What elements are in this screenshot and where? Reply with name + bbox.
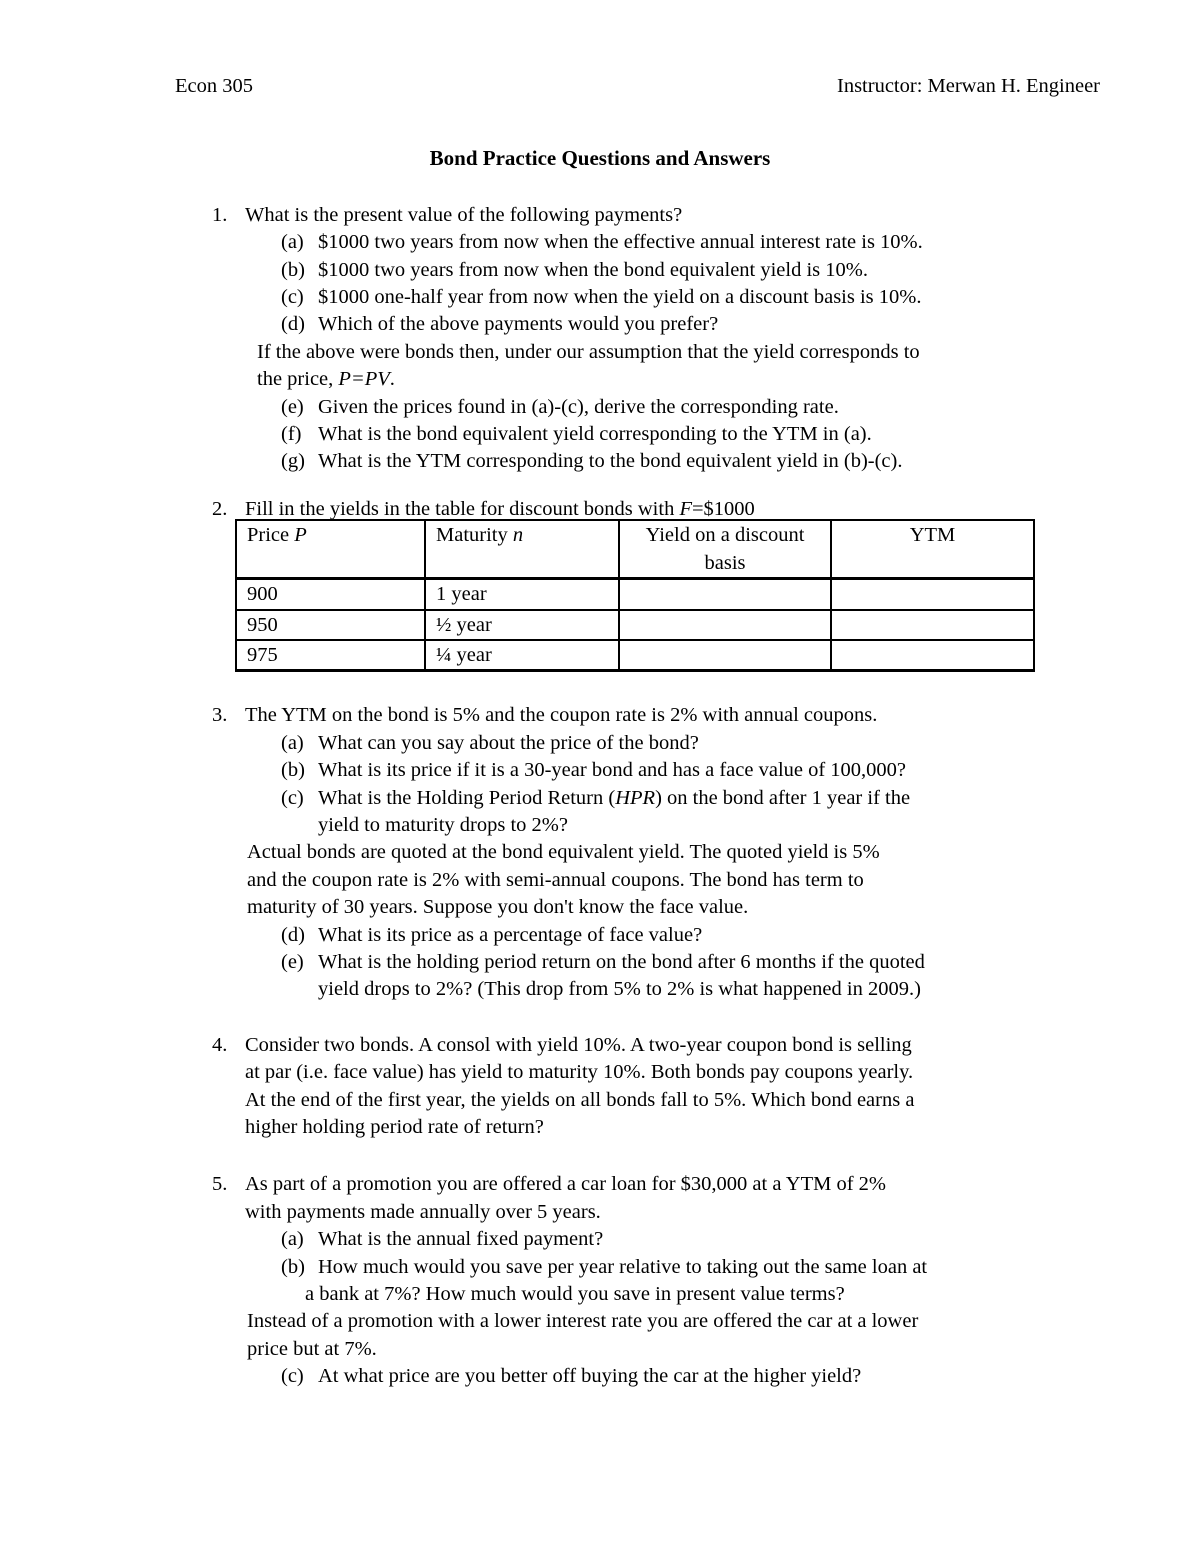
question-3-intro	[0, 702, 1200, 729]
item-marker: (f)	[281, 423, 302, 446]
question-2	[0, 496, 1200, 672]
question-1-item-a	[0, 229, 1200, 256]
item-text: $1000 two years from now when the effective annual interest rate is 10%.	[318, 231, 923, 254]
item-text: What is its price as a percentage of face value?	[318, 923, 703, 946]
abbreviation-hpr: HPR	[615, 786, 656, 809]
question-4-line-1	[0, 1032, 1200, 1059]
item-text: $1000 one-half year from now when the yield on a discount basis is 10%.	[318, 286, 922, 309]
note-text: .	[389, 368, 395, 391]
question-4	[0, 1032, 1200, 1142]
page-title: Bond Practice Questions and Answers	[429, 146, 771, 171]
price-cell: 975	[236, 640, 425, 671]
item-marker: (e)	[281, 395, 304, 418]
question-2-number: 2.	[212, 497, 228, 520]
item-marker: (d)	[281, 313, 305, 336]
question-4-number: 4.	[212, 1033, 228, 1056]
item-marker: (b)	[281, 258, 305, 281]
table-header-row	[236, 520, 1034, 578]
question-1-item-e	[0, 394, 1200, 421]
question-4-line-3: At the end of the first year, the yields on all bonds fall to 5%. Which bond earns a	[245, 1088, 915, 1111]
item-text: What is the Holding Period Return (HPR) on the bond after 1 year if the	[318, 786, 911, 809]
item-text: What is the bond equivalent yield corresponding to the YTM in (a).	[318, 423, 872, 446]
question-5-note-line-2: price but at 7%.	[247, 1337, 377, 1360]
question-5-note-line-1: Instead of a promotion with a lower interest rate you are offered the car at a lower	[247, 1310, 919, 1333]
question-5-number: 5.	[212, 1173, 228, 1196]
price-cell: 900	[236, 579, 425, 610]
item-text: What is the annual fixed payment?	[318, 1228, 604, 1251]
question-3-note-line-3: maturity of 30 years. Suppose you don't know the face value.	[247, 896, 749, 919]
item-marker: (d)	[281, 923, 305, 946]
variable-n: n	[512, 524, 524, 547]
question-5-text: As part of a promotion you are offered a car loan for $30,000 at a YTM of 2%	[245, 1173, 886, 1196]
question-1-item-g	[0, 448, 1200, 475]
item-marker: (c)	[281, 786, 304, 809]
question-1-item-d	[0, 311, 1200, 338]
question-4-line-2: at par (i.e. face value) has yield to maturity 10%. Both bonds pay coupons yearly.	[245, 1061, 914, 1084]
discount-yield-cell-empty	[619, 610, 831, 640]
question-3-text: The YTM on the bond is 5% and the coupon rate is 2% with annual coupons.	[245, 704, 878, 727]
column-header-ytm: YTM	[831, 520, 1034, 578]
ytm-cell-empty	[831, 640, 1034, 671]
question-5-item-b-line-1	[0, 1254, 1200, 1281]
question-3-number: 3.	[212, 704, 228, 727]
question-1-number: 1.	[212, 203, 228, 226]
ytm-cell-empty	[831, 610, 1034, 640]
question-2-intro	[0, 496, 1200, 523]
question-3-item-d	[0, 922, 1200, 949]
question-5	[0, 1171, 1200, 1390]
question-5-item-c	[0, 1363, 1200, 1390]
item-text: How much would you save per year relative to taking out the same loan at	[318, 1255, 928, 1278]
question-2-text: Fill in the yields in the table for discount bonds with F=$1000	[245, 497, 755, 520]
question-3-note-line-2: and the coupon rate is 2% with semi-annual coupons. The bond has term to	[247, 868, 864, 891]
maturity-cell: ½ year	[425, 610, 619, 640]
item-marker: (b)	[281, 1255, 305, 1278]
question-1-item-b	[0, 257, 1200, 284]
question-5-line-1	[0, 1171, 1200, 1198]
item-text: What is its price if it is a 30-year bond and has a face value of 100,000?	[318, 759, 907, 782]
price-cell: 950	[236, 610, 425, 640]
maturity-cell: ¼ year	[425, 640, 619, 671]
question-3-item-e-line-2: yield drops to 2%? (This drop from 5% to 2% is what happened in 2009.)	[318, 978, 921, 1001]
question-3-item-c-line-1	[0, 785, 1200, 812]
item-marker: (g)	[281, 450, 305, 473]
question-5-item-a	[0, 1226, 1200, 1253]
question-5-item-b-line-2: a bank at 7%? How much would you save in present value terms?	[305, 1283, 845, 1306]
item-marker: (a)	[281, 1228, 304, 1251]
column-header-price: Price P	[236, 520, 425, 578]
table-row	[236, 640, 1034, 671]
table-row	[236, 610, 1034, 640]
item-text: Which of the above payments would you prefer?	[318, 313, 719, 336]
item-marker: (c)	[281, 1365, 304, 1388]
note-text: the price,	[257, 368, 339, 391]
question-3-item-e-line-1	[0, 949, 1200, 976]
question-1-item-c	[0, 284, 1200, 311]
question-3-item-a	[0, 730, 1200, 757]
item-text: What can you say about the price of the bond?	[318, 731, 699, 754]
discount-yield-cell-empty	[619, 640, 831, 671]
maturity-cell: 1 year	[425, 579, 619, 610]
column-header-maturity: Maturity n	[425, 520, 619, 578]
item-text: What is the YTM corresponding to the bond equivalent yield in (b)-(c).	[318, 450, 903, 473]
question-3-note-line-1: Actual bonds are quoted at the bond equivalent yield. The quoted yield is 5%	[247, 841, 880, 864]
formula-p-equals-pv: P=PV	[338, 368, 390, 391]
item-marker: (a)	[281, 731, 304, 754]
variable-f: F	[679, 497, 692, 520]
question-3-item-c-line-2: yield to maturity drops to 2%?	[318, 813, 568, 836]
question-1-note-line-1: If the above were bonds then, under our assumption that the yield corresponds to	[257, 340, 920, 363]
variable-p: P	[294, 524, 307, 547]
item-text: Given the prices found in (a)-(c), derive the corresponding rate.	[318, 395, 839, 418]
item-marker: (c)	[281, 286, 304, 309]
question-1-intro	[0, 202, 1200, 229]
item-text: At what price are you better off buying the car at the higher yield?	[318, 1365, 862, 1388]
course-label: Econ 305	[175, 75, 253, 97]
table-row	[236, 579, 1034, 610]
item-text: What is the holding period return on the bond after 6 months if the quoted	[318, 950, 925, 973]
ytm-cell-empty	[831, 579, 1034, 610]
question-4-line-4: higher holding period rate of return?	[245, 1116, 544, 1138]
instructor-label: Instructor: Merwan H. Engineer	[837, 75, 1100, 97]
question-4-text: Consider two bonds. A consol with yield 10%. A two-year coupon bond is selling	[245, 1033, 912, 1056]
document-header	[0, 0, 1200, 100]
question-3	[0, 702, 1200, 1003]
item-marker: (b)	[281, 759, 305, 782]
question-1	[0, 202, 1200, 476]
question-3-item-b	[0, 757, 1200, 784]
question-1-text: What is the present value of the following payments?	[245, 203, 683, 226]
question-5-line-2: with payments made annually over 5 years.	[245, 1200, 601, 1223]
discount-yield-cell-empty	[619, 579, 831, 610]
column-header-discount-yield: Yield on a discount basis	[619, 520, 831, 578]
discount-bond-table	[235, 519, 1035, 672]
item-marker: (a)	[281, 231, 304, 254]
question-1-note-line-2	[0, 366, 1200, 393]
item-text: $1000 two years from now when the bond equivalent yield is 10%.	[318, 258, 868, 281]
question-1-item-f	[0, 421, 1200, 448]
item-marker: (e)	[281, 950, 304, 973]
